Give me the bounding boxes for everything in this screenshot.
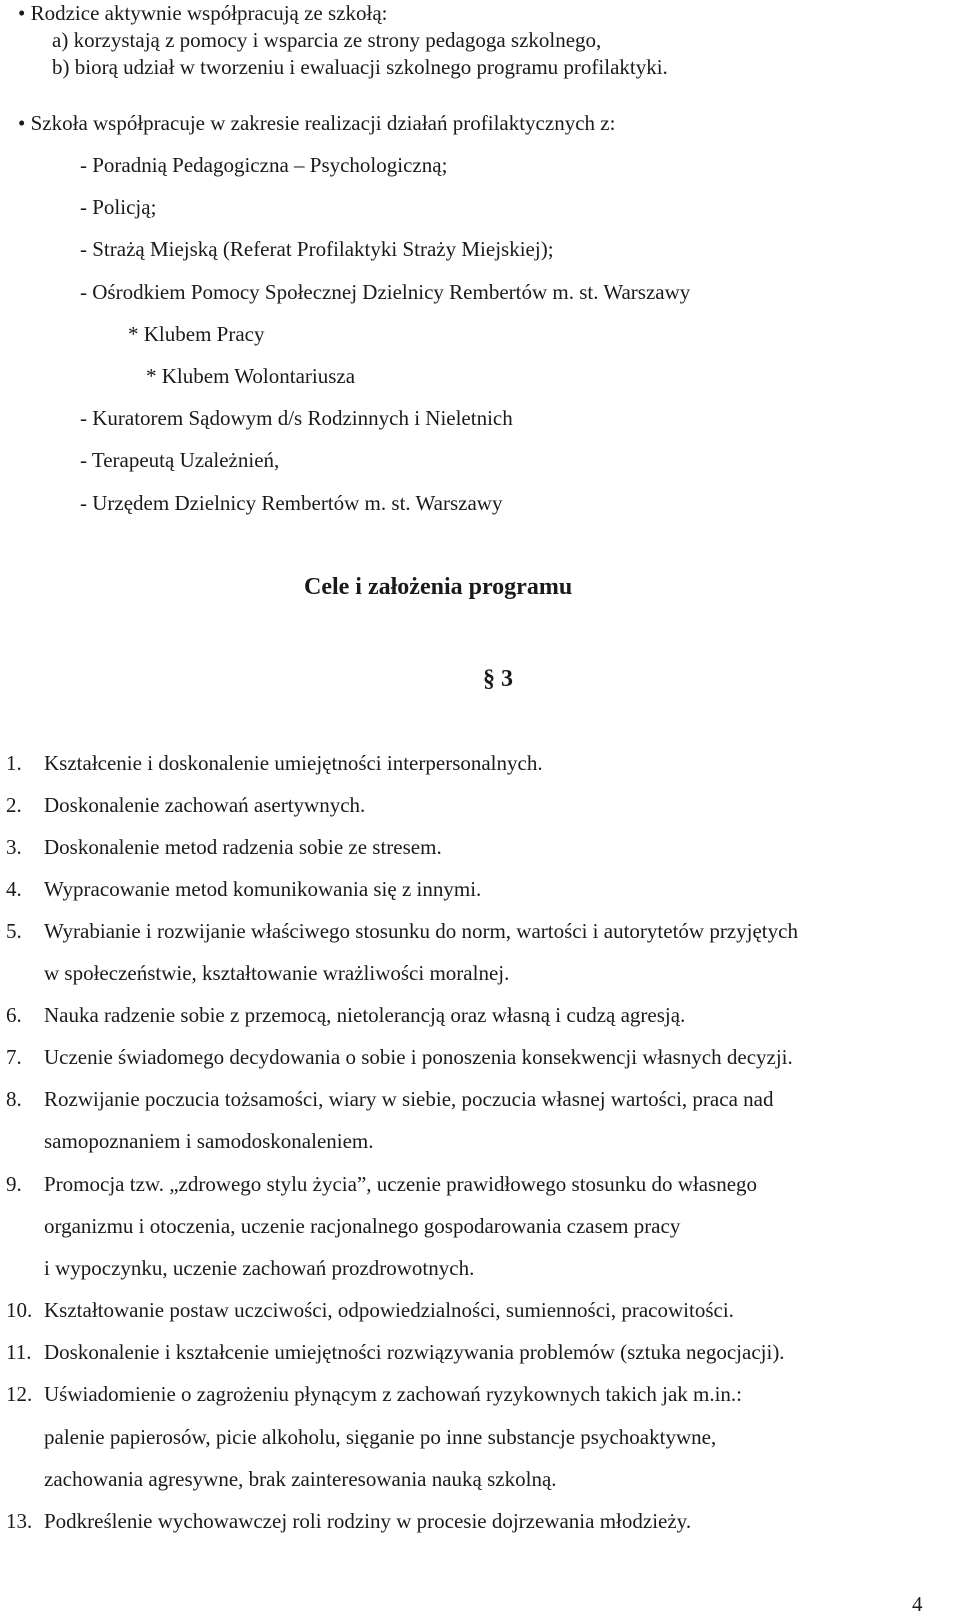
list-text: Doskonalenie zachowań asertywnych. bbox=[44, 793, 366, 817]
list-item bbox=[6, 1297, 734, 1323]
partner-item: - Ośrodkiem Pomocy Społecznej Dzielnicy Rembertów m. st. Warszawy bbox=[80, 280, 691, 304]
list-item bbox=[6, 1002, 685, 1028]
bullet-parents bbox=[18, 0, 387, 26]
partner-item: - Kuratorem Sądowym d/s Rodzinnych i Nieletnich bbox=[80, 406, 513, 430]
list-item bbox=[6, 1171, 757, 1197]
partner-item: - Strażą Miejską (Referat Profilaktyki Straży Miejskiej); bbox=[80, 237, 554, 261]
partner-item: - Poradnią Pedagogiczna – Psychologiczną; bbox=[80, 153, 448, 177]
partner-item: - Urzędem Dzielnicy Rembertów m. st. Warszawy bbox=[80, 491, 503, 515]
bullet-icon: • bbox=[18, 111, 26, 135]
bullet-parents-title: Rodzice aktywnie współpracują ze szkołą: bbox=[30, 1, 388, 25]
list-text: Doskonalenie i kształcenie umiejętności rozwiązywania problemów (sztuka negocjacji). bbox=[44, 1340, 785, 1364]
section-heading: Cele i założenia programu bbox=[304, 574, 573, 600]
list-text: Podkreślenie wychowawczej roli rodziny w procesie dojrzewania młodzieży. bbox=[44, 1509, 692, 1533]
list-item bbox=[6, 1508, 691, 1534]
list-item bbox=[6, 834, 442, 860]
list-text: Promocja tzw. „zdrowego stylu życia”, uczenie prawidłowego stosunku do własnego bbox=[44, 1172, 758, 1196]
bullet-school-title: Szkoła współpracuje w zakresie realizacji działań profilaktycznych z: bbox=[30, 111, 616, 135]
list-text-continuation: organizmu i otoczenia, uczenie racjonalnego gospodarowania czasem pracy bbox=[44, 1214, 681, 1238]
list-item bbox=[6, 792, 365, 818]
partner-subitem: * Klubem Wolontariusza bbox=[146, 364, 356, 388]
list-text: Wypracowanie metod komunikowania się z innymi. bbox=[44, 877, 482, 901]
list-text: Kształtowanie postaw uczciwości, odpowiedzialności, sumienności, pracowitości. bbox=[44, 1298, 734, 1322]
list-item: a) korzystają z pomocy i wsparcia ze strony pedagoga szkolnego, bbox=[52, 28, 602, 52]
list-text: Wyrabianie i rozwijanie właściwego stosunku do norm, wartości i autorytetów przyjętych bbox=[44, 919, 798, 943]
list-text: Uczenie świadomego decydowania o sobie i ponoszenia konsekwencji własnych decyzji. bbox=[44, 1045, 793, 1069]
list-number: 5. bbox=[6, 919, 22, 943]
list-item: b) biorą udział w tworzeniu i ewaluacji szkolnego programu profilaktyki. bbox=[52, 55, 668, 79]
list-number: 6. bbox=[6, 1003, 22, 1027]
list-text: Nauka radzenie sobie z przemocą, nietolerancją oraz własną i cudzą agresją. bbox=[44, 1003, 686, 1027]
list-item bbox=[6, 1044, 793, 1070]
list-item bbox=[6, 1339, 785, 1365]
list-item bbox=[6, 1086, 773, 1112]
list-number: 7. bbox=[6, 1045, 22, 1069]
partner-item: - Policją; bbox=[80, 195, 157, 219]
list-number: 9. bbox=[6, 1172, 22, 1196]
list-item bbox=[6, 1381, 742, 1407]
bullet-icon: • bbox=[18, 1, 26, 25]
partner-subitem: * Klubem Pracy bbox=[128, 322, 265, 346]
list-item bbox=[6, 876, 481, 902]
list-text-continuation: w społeczeństwie, kształtowanie wrażliwości moralnej. bbox=[44, 961, 510, 985]
bullet-school bbox=[18, 110, 615, 136]
list-item bbox=[6, 750, 543, 776]
list-item bbox=[6, 918, 798, 944]
list-number: 1. bbox=[6, 751, 22, 775]
list-text: Uświadomienie o zagrożeniu płynącym z zachowań ryzykownych takich jak m.in.: bbox=[44, 1382, 743, 1406]
list-number: 10. bbox=[6, 1298, 33, 1322]
list-number: 8. bbox=[6, 1087, 22, 1111]
list-number: 2. bbox=[6, 793, 22, 817]
list-text-continuation: samopoznaniem i samodoskonaleniem. bbox=[44, 1129, 374, 1153]
partner-item: - Terapeutą Uzależnień, bbox=[80, 448, 280, 472]
list-number: 13. bbox=[6, 1509, 33, 1533]
list-text-continuation: palenie papierosów, picie alkoholu, sięganie po inne substancje psychoaktywne, bbox=[44, 1425, 717, 1449]
list-text: Kształcenie i doskonalenie umiejętności interpersonalnych. bbox=[44, 751, 543, 775]
list-text-continuation: i wypoczynku, uczenie zachowań prozdrowotnych. bbox=[44, 1256, 475, 1280]
list-number: 3. bbox=[6, 835, 22, 859]
list-text-continuation: zachowania agresywne, brak zainteresowania nauką szkolną. bbox=[44, 1467, 557, 1491]
list-number: 12. bbox=[6, 1382, 33, 1406]
list-number: 4. bbox=[6, 877, 22, 901]
list-text: Rozwijanie poczucia tożsamości, wiary w siebie, poczucia własnej wartości, praca nad bbox=[44, 1087, 774, 1111]
list-text: Doskonalenie metod radzenia sobie ze stresem. bbox=[44, 835, 442, 859]
page-number: 4 bbox=[912, 1592, 923, 1616]
list-number: 11. bbox=[6, 1340, 32, 1364]
paragraph-mark: § 3 bbox=[483, 666, 513, 692]
